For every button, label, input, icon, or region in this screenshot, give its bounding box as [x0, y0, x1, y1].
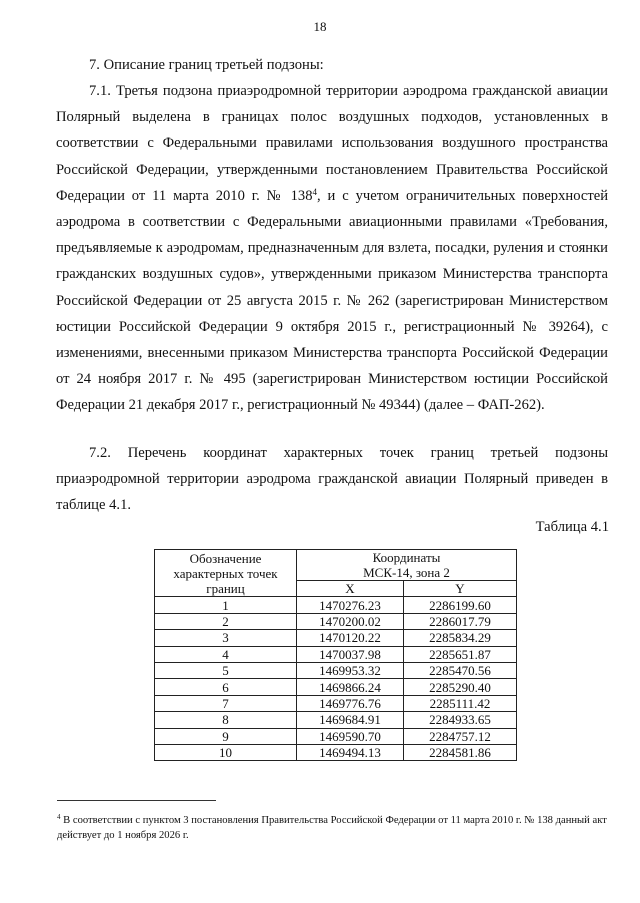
- cell-x: 1469776.76: [297, 695, 404, 711]
- cell-y: 2284581.86: [404, 744, 517, 760]
- cell-x: 1469590.70: [297, 728, 404, 744]
- coordinates-table: [154, 549, 517, 761]
- cell-x: 1469866.24: [297, 679, 404, 695]
- cell-point-number: 2: [155, 613, 297, 629]
- header-coordinates-line: Координаты: [372, 550, 441, 565]
- cell-x: 1470120.22: [297, 630, 404, 646]
- cell-y: 2286199.60: [404, 597, 517, 613]
- paragraph-7-1-part2: , и с учетом ограничительных поверхностей аэродрома в соответствии с Федеральными авиационными правилами «Требования, предъявляемые к аэродромам, предназначенным для взлета, посадки, руления и стоянки гражданских воздушных судов», утвержденными приказом Министерства транспорта Российской Федерации от 25 августа 2015 г. № 262 (зарегистрирован Министерством юстиции Российской Федерации 9 октября 2015 г., регистрационный № 39264), с изменениями, внесенными приказом Министерства транспорта Российской Федерации от 24 ноября 2017 г. № 495 (зарегистрирован Министерством юстиции Российской Федерации 21 декабря 2017 г., регистрационный № 49344) (далее – ФАП-262).: [56, 187, 609, 414]
- cell-y: 2284933.65: [404, 712, 517, 728]
- cell-x: 1469953.32: [297, 662, 404, 678]
- paragraph-7-1-part1: 7.1. Третья подзона приаэродромной территории аэродрома гражданской авиации Полярный выделена в границах полос воздушных подходов, установленных в соответствии с Федеральными правилами использования воздушного пространства Российской Федерации, утвержденными постановлением Правительства Российской Федерации от 11 марта 2010 г. № 138: [56, 83, 608, 204]
- cell-x: 1470200.02: [297, 613, 404, 629]
- table-row: [155, 662, 517, 678]
- header-coordinates: [297, 550, 517, 581]
- table-row: [155, 679, 517, 695]
- section-heading: 7. Описание границ третьей подзоны:: [89, 57, 324, 73]
- cell-point-number: 3: [155, 630, 297, 646]
- cell-y: 2285111.42: [404, 695, 517, 711]
- paragraph-7-2: 7.2. Перечень координат характерных точек границ третьей подзоны приаэродромной территории аэродрома гражданской авиации Полярный приведен в таблице 4.1.: [56, 445, 608, 514]
- table-row: [155, 630, 517, 646]
- cell-y: 2285290.40: [404, 679, 517, 695]
- cell-point-number: 4: [155, 646, 297, 662]
- cell-y: 2284757.12: [404, 728, 517, 744]
- cell-point-number: 9: [155, 728, 297, 744]
- table-row: [155, 712, 517, 728]
- table-row: [155, 597, 517, 613]
- header-point-line: Обозначение: [189, 550, 262, 566]
- paragraph-7-1: [56, 78, 608, 419]
- header-point-line: границ: [206, 580, 245, 596]
- cell-y: 2285651.87: [404, 646, 517, 662]
- table-row: [155, 728, 517, 744]
- cell-point-number: 5: [155, 662, 297, 678]
- cell-x: 1470276.23: [297, 597, 404, 613]
- footnote-text: В соответствии с пунктом 3 постановления Правительства Российской Федерации от 11 марта 2010 г. № 138 данный акт действует до 1 ноября 2026 г.: [57, 815, 607, 841]
- cell-y: 2286017.79: [404, 613, 517, 629]
- cell-y: 2285834.29: [404, 630, 517, 646]
- table-row: [155, 613, 517, 629]
- footnote-reference[interactable]: 4: [312, 186, 318, 197]
- cell-y: 2285470.56: [404, 662, 517, 678]
- cell-point-number: 6: [155, 679, 297, 695]
- cell-x: 1470037.98: [297, 646, 404, 662]
- table-caption: Таблица 4.1: [535, 519, 609, 535]
- header-point-designation: [155, 550, 297, 597]
- cell-point-number: 8: [155, 712, 297, 728]
- header-point-line: характерных точек: [173, 565, 278, 581]
- cell-point-number: 10: [155, 744, 297, 760]
- footnote: [57, 814, 617, 843]
- header-coordinates-line: МСК-14, зона 2: [363, 565, 450, 580]
- header-x: X: [297, 581, 404, 597]
- page-number: 18: [313, 19, 327, 34]
- cell-point-number: 1: [155, 597, 297, 613]
- cell-x: 1469684.91: [297, 712, 404, 728]
- header-y: Y: [404, 581, 517, 597]
- cell-x: 1469494.13: [297, 744, 404, 760]
- table-row: [155, 646, 517, 662]
- cell-point-number: 7: [155, 695, 297, 711]
- table-row: [155, 744, 517, 760]
- footnote-marker: 4: [57, 813, 61, 821]
- table-row: [155, 695, 517, 711]
- footnote-divider: [57, 800, 216, 801]
